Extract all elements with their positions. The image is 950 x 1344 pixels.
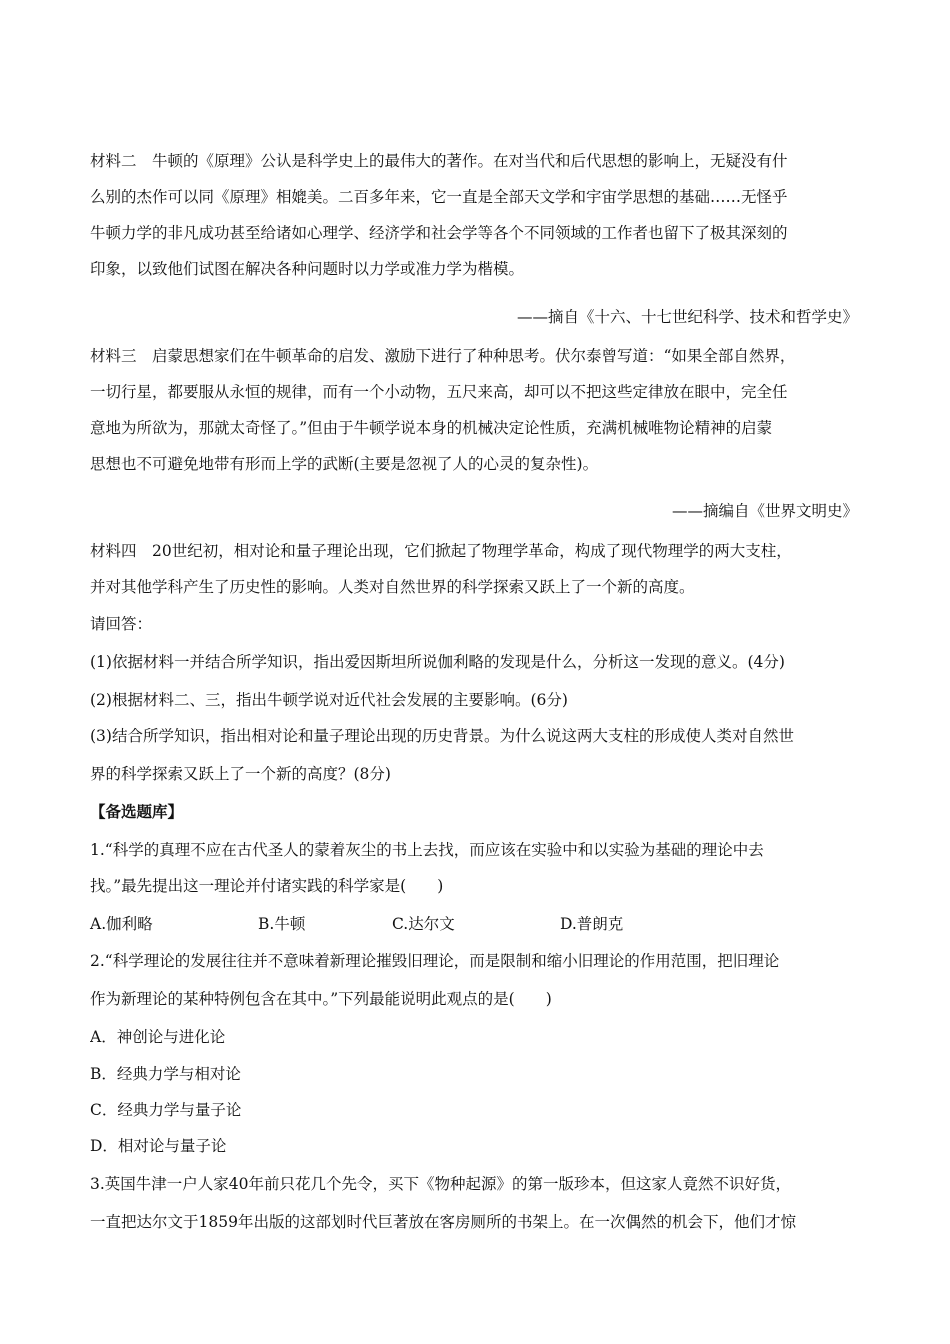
bank-item1-option-a: A.伽利略 xyxy=(90,915,153,933)
answer-prompt: 请回答： xyxy=(90,615,153,633)
material4-line: 并对其他学科产生了历史性的影响。人类对自然世界的科学探索又跃上了一个新的高度。 xyxy=(90,578,695,596)
material3-line: 材料三 启蒙思想家们在牛顿革命的启发、激励下进行了种种思考。伏尔泰曾写道：“如果全部自然界， xyxy=(90,347,796,365)
material2-line: 么别的杰作可以同《原理》相媲美。二百多年来，它一直是全部天文学和宇宙学思想的基础……无怪乎 xyxy=(90,188,788,206)
material2-line: 印象，以致他们试图在解决各种问题时以力学或准力学为楷模。 xyxy=(90,260,525,278)
bank-item2-option-c: C．经典力学与量子论 xyxy=(90,1101,242,1119)
bank-item2-option-d: D．相对论与量子论 xyxy=(90,1137,227,1155)
bank-item1-option-d: D.普朗克 xyxy=(560,915,624,933)
material2-line: 牛顿力学的非凡成功甚至给诸如心理学、经济学和社会学等各个不同领域的工作者也留下了极其深刻的 xyxy=(90,224,788,242)
material3-line: 思想也不可避免地带有形而上学的武断(主要是忽视了人的心灵的复杂性)。 xyxy=(90,455,599,473)
bank-item2-line: 作为新理论的某种特例包含在其中。”下列最能说明此观点的是( ) xyxy=(90,990,552,1008)
bank-item3-line: 3.英国牛津一户人家40年前只花几个先令，买下《物种起源》的第一版珍本，但这家人竟然不识好货， xyxy=(90,1175,792,1193)
question-3-line: 界的科学探索又跃上了一个新的高度？(8分) xyxy=(90,765,391,783)
question-1: (1)依据材料一并结合所学知识，指出爱因斯坦所说伽利略的发现是什么，分析这一发现的意义。(4分) xyxy=(90,653,785,671)
question-2: (2)根据材料二、三，指出牛顿学说对近代社会发展的主要影响。(6分) xyxy=(90,691,568,709)
bank-item3-line: 一直把达尔文于1859年出版的这部划时代巨著放在客房厕所的书架上。在一次偶然的机会下，他们才惊 xyxy=(90,1213,796,1231)
bank-item2-line: 2.“科学理论的发展往往并不意味着新理论摧毁旧理论，而是限制和缩小旧理论的作用范围，把旧理论 xyxy=(90,952,780,970)
question-3-line: (3)结合所学知识，指出相对论和量子理论出现的历史背景。为什么说这两大支柱的形成使人类对自然世 xyxy=(90,727,794,745)
material2-source: ——摘自《十六、十七世纪科学、技术和哲学史》 xyxy=(516,308,858,326)
bank-item1-line: 找。”最先提出这一理论并付诸实践的科学家是( ) xyxy=(90,877,444,895)
bank-item1-option-b: B.牛顿 xyxy=(258,915,306,933)
bank-item2-option-b: B．经典力学与相对论 xyxy=(90,1065,241,1083)
bank-item1-line: 1.“科学的真理不应在古代圣人的蒙着灰尘的书上去找，而应该在实验中和以实验为基础的理论中去 xyxy=(90,841,764,859)
material3-source: ——摘编自《世界文明史》 xyxy=(671,502,858,520)
material3-line: 意地为所欲为，那就太奇怪了。”但由于牛顿学说本身的机械决定论性质，充满机械唯物论精神的启蒙 xyxy=(90,419,773,437)
material3-line: 一切行星，都要服从永恒的规律，而有一个小动物，五尺来高，却可以不把这些定律放在眼中，完全任 xyxy=(90,383,788,401)
question-bank-heading: 【备选题库】 xyxy=(90,803,184,821)
bank-item2-option-a: A．神创论与进化论 xyxy=(90,1028,226,1046)
bank-item1-option-c: C.达尔文 xyxy=(392,915,455,933)
material4-line: 材料四 20世纪初，相对论和量子理论出现，它们掀起了物理学革命，构成了现代物理学的两大支柱， xyxy=(90,542,792,560)
material2-line: 材料二 牛顿的《原理》公认是科学史上的最伟大的著作。在对当代和后代思想的影响上，无疑没有什 xyxy=(90,152,788,170)
